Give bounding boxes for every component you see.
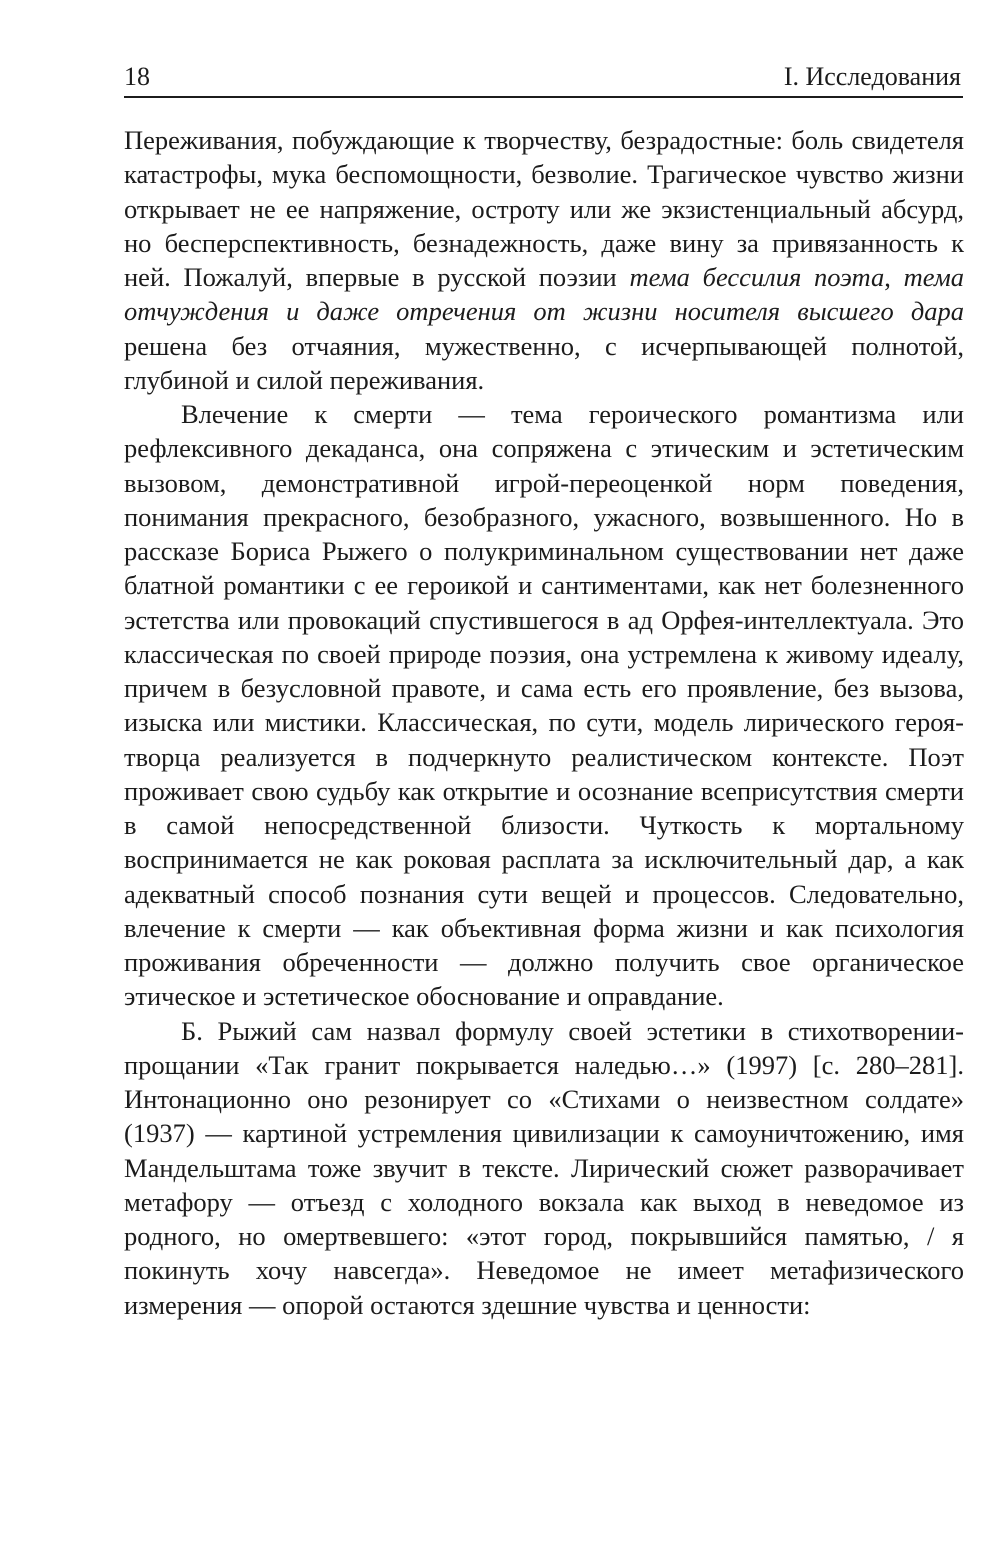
paragraph-1-text-a: Переживания, побуждающие к творчеству, безрадостные: боль свидетеля катастрофы, мука беспомощности, безволие. Трагическое чувство жизни открывает не ее напряжение, остроту или же экзистенциальный абсурд, но бесперспективность, безнадежность, даже вину за привязанность к ней. Пожалуй, впервые в русской поэзии: [124, 125, 964, 292]
paragraph-1-text-c: решена без отчаяния, мужественно, с исчерпывающей полнотой, глубиной и силой переживания.: [124, 330, 964, 395]
paragraph-2: Влечение к смерти — тема героического романтизма или рефлексивного декаданса, она сопряжена с этическим и эстетическим вызовом, демонстративной игрой-переоценкой норм поведения, понимания прекрасного, безобразного, ужасного, возвышенного. Но в рассказе Бориса Рыжего о полукриминальном существовании нет даже блатной романтики с ее героикой и сантиментами, как нет болезненного эстетства или провокаций спустившегося в ад Орфея-интеллектуала. Это классическая по своей природе поэзия, она устремлена к живому идеалу, причем в безусловной правоте, и сама есть его проявление, без вызова, изыска или мистики. Классическая, по сути, модель лирического героя-творца реализуется в подчеркнуто реалистическом контексте. Поэт проживает свою судьбу как открытие и осознание всеприсутствия смерти в самой непосредственной близости. Чуткость к мортальному воспринимается не как роковая расплата за исключительный дар, а как адекватный способ познания сути вещей и процессов. Следовательно, влечение к смерти — как объективная форма жизни и как психология проживания обреченности — должно получить свое органическое этическое и эстетическое обоснование и оправдание.: [124, 399, 964, 1012]
paragraph-1: [124, 123, 964, 397]
paragraph-1-italic-b: тема отчуждения и даже отречения от жизни носителя высшего дара: [124, 262, 964, 327]
paragraph-1-italic-a: тема бессилия поэта: [629, 262, 885, 292]
running-head: I. Исследования: [783, 62, 961, 91]
body-text: [124, 123, 964, 1322]
page-header: [124, 58, 963, 98]
paragraph-3: Б. Рыжий сам назвал формулу своей эстетики в стихотворении-прощании «Так гранит покрывается наледью…» (1997) [с. 280–281]. Интонационно оно резонирует со «Стихами о неизвестном солдате» (1937) — картиной устремления цивилизации к самоуничтожению, имя Мандельштама тоже звучит в тексте. Лирический сюжет разворачивает метафору — отъезд с холодного вокзала как выход в неведомое из родного, но омертвевшего: «этот город, покрывшийся памятью, / я покинуть хочу навсегда». Неведомое не имеет метафизического измерения — опорой остаются здешние чувства и ценности:: [124, 1015, 964, 1320]
paragraph-1-text-b: ,: [884, 262, 904, 292]
page-number: 18: [124, 62, 150, 91]
